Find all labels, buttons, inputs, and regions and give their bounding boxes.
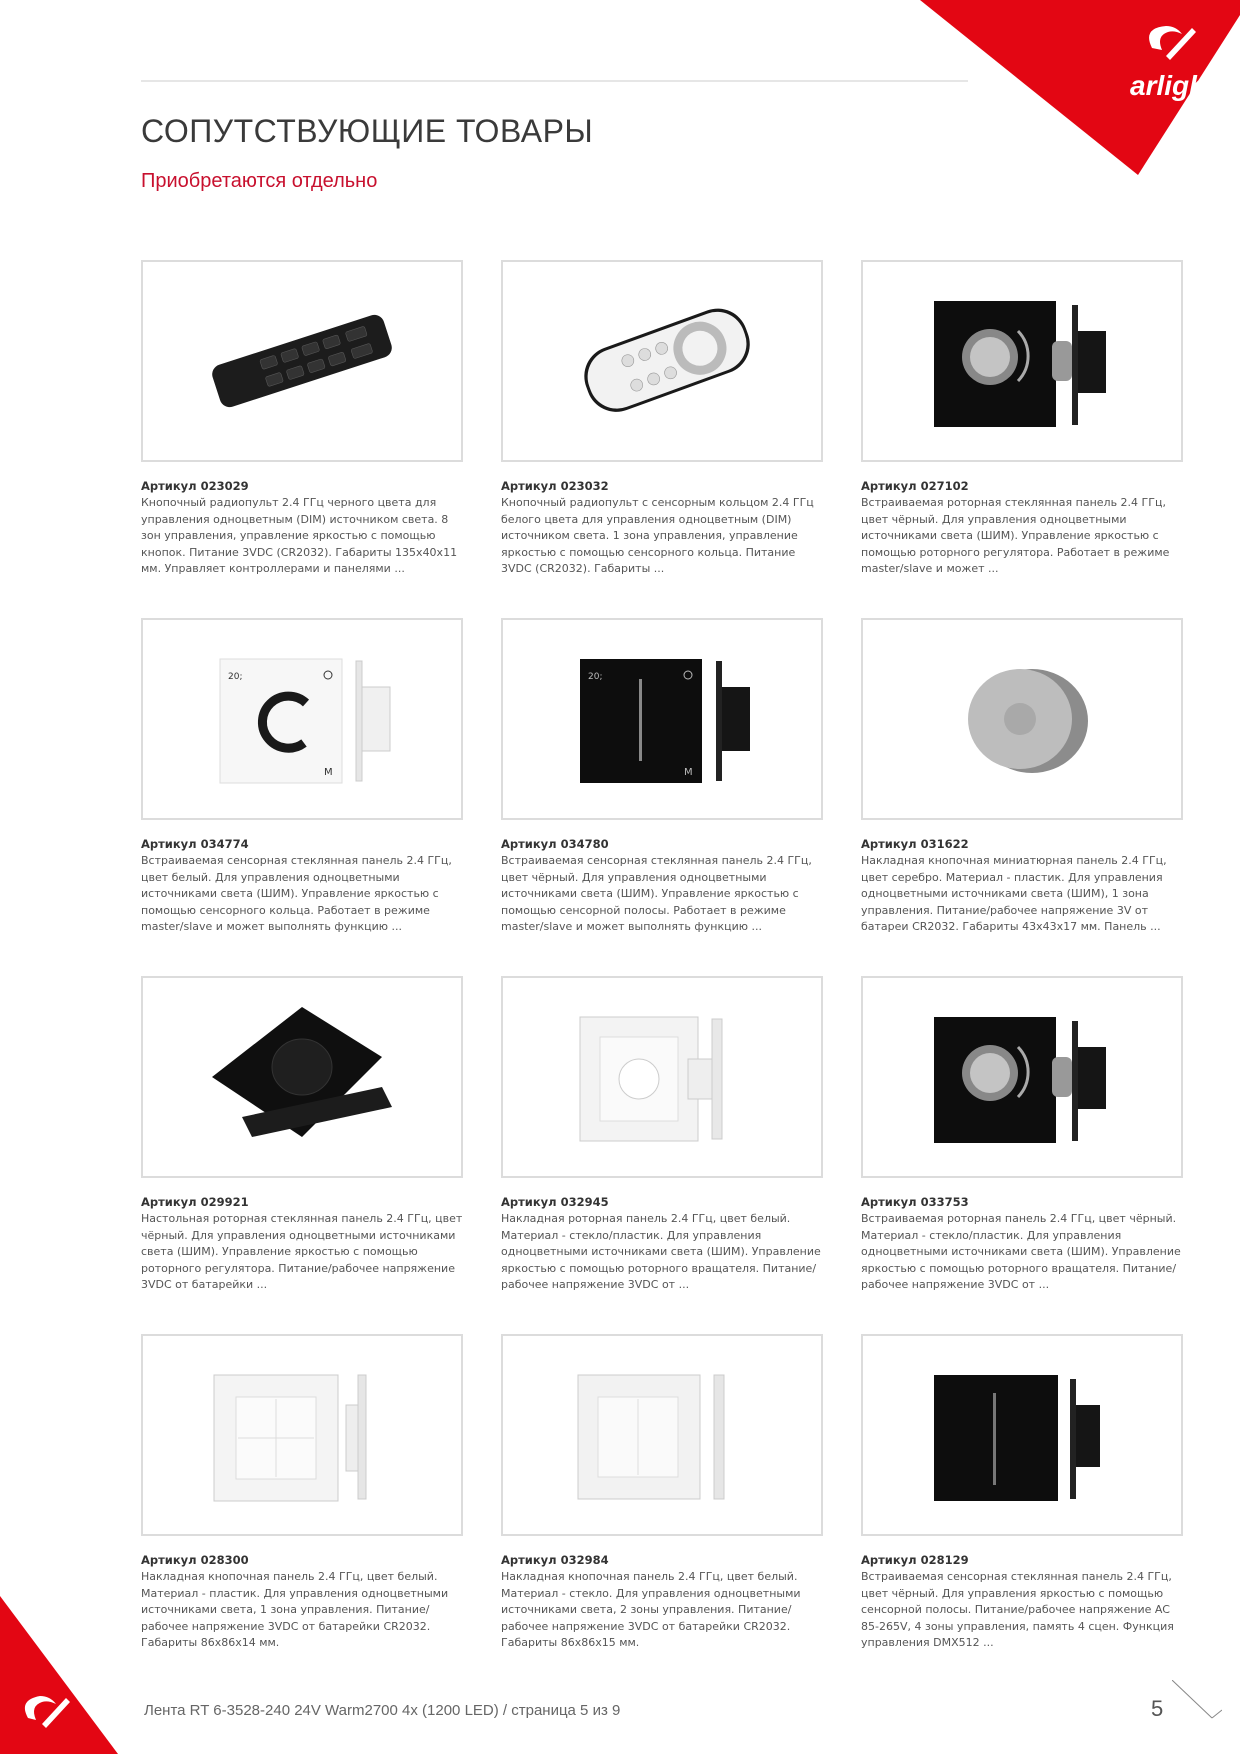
product-card[interactable]: [141, 618, 463, 936]
article-number: Артикул 032945: [501, 1195, 609, 1209]
article-number: Артикул 028129: [861, 1553, 969, 1567]
article-number: Артикул 034780: [501, 837, 609, 851]
page-subtitle: Приобретаются отдельно: [141, 170, 378, 192]
product-description: Встраиваемая сенсорная стеклянная панель 2.4 ГГц, цвет чёрный. Для управления яркостью с помощью сенсорной полосы. Питание/рабочее напряжение AC 85-265V, 4 зоны управления, память 4 сцен. Функция управления DMX512 ...: [861, 1570, 1174, 1649]
product-image: [861, 1334, 1183, 1536]
brand-corner: [920, 0, 1240, 175]
svg-text:20;: 20;: [228, 672, 243, 682]
mini-button-icon: [872, 629, 1172, 809]
product-card[interactable]: [501, 1334, 823, 1652]
product-description: Встраиваемая роторная панель 2.4 ГГц, цвет чёрный. Материал - стекло/пластик. Для управления одноцветными источниками света (ШИМ). Управление яркостью с помощью роторного вращателя. Питание/рабочее напряжение 3VDC от ...: [861, 1212, 1181, 1291]
product-card[interactable]: [141, 976, 463, 1294]
page-corner-lines: [1172, 1680, 1222, 1724]
article-number: Артикул 034774: [141, 837, 249, 851]
page-number: 5: [1151, 1696, 1164, 1721]
product-image: [501, 976, 823, 1178]
page-title: СОПУТСТВУЮЩИЕ ТОВАРЫ: [141, 113, 594, 149]
product-description: Накладная роторная панель 2.4 ГГц, цвет белый. Материал - стекло/пластик. Для управления одноцветными источниками света (ШИМ). Управление яркостью с помощью роторного вращателя. Питание/рабочее напряжение 3VDC от ...: [501, 1212, 821, 1291]
touch-panel-icon: [152, 629, 452, 809]
product-card[interactable]: [501, 260, 823, 578]
product-description: Накладная кнопочная панель 2.4 ГГц, цвет белый. Материал - пластик. Для управления одноцветными источниками света, 1 зона управления. Питание/рабочее напряжение 3VDC от батарейки CR2032. Габариты 86x86x14 мм.: [141, 1570, 449, 1649]
article-number: Артикул 031622: [861, 837, 969, 851]
product-image: [861, 260, 1183, 462]
brand-logo-text: arlight: [1130, 70, 1216, 101]
top-divider: [141, 80, 968, 82]
product-description: Накладная кнопочная миниатюрная панель 2.4 ГГц, цвет серебро. Материал - пластик. Для управления одноцветными источниками света (ШИМ), 1 зона управления. Питание/рабочее напряжение 3V от батареи CR2032. Габариты 43x43x17 мм. Панель ...: [861, 854, 1167, 933]
product-card[interactable]: [861, 976, 1183, 1294]
product-card[interactable]: [141, 260, 463, 578]
product-grid: [141, 260, 1181, 1652]
rotary-panel-icon: [512, 987, 812, 1167]
remote-icon: [152, 271, 452, 451]
product-image: [141, 976, 463, 1178]
article-number: Артикул 033753: [861, 1195, 969, 1209]
product-card[interactable]: [861, 1334, 1183, 1652]
article-number: Артикул 023029: [141, 479, 249, 493]
product-description: Кнопочный радиопульт 2.4 ГГц черного цвета для управления одноцветным (DIM) источником света. 8 зон управления, управление яркостью с помощью кнопок. Питание 3VDC (CR2032). Габариты 135x40x11 мм. Управляет контроллерами и панелями ...: [141, 496, 458, 575]
article-number: Артикул 023032: [501, 479, 609, 493]
product-description: Встраиваемая сенсорная стеклянная панель 2.4 ГГц, цвет белый. Для управления одноцветными источниками света (ШИМ). Управление яркостью с помощью сенсорного кольца. Работает в режиме master/slave и может выполнять функцию ...: [141, 854, 452, 933]
product-card[interactable]: [501, 976, 823, 1294]
product-card[interactable]: [501, 618, 823, 936]
button-panel-icon: [512, 1345, 812, 1525]
product-image: [501, 618, 823, 820]
button-panel-icon: [152, 1345, 452, 1525]
article-number: Артикул 032984: [501, 1553, 609, 1567]
product-description: Встраиваемая сенсорная стеклянная панель 2.4 ГГц, цвет чёрный. Для управления одноцветными источниками света (ШИМ). Управление яркостью с помощью сенсорной полосы. Работает в режиме master/slave и может выполнять функцию ...: [501, 854, 812, 933]
rotary-panel-icon: [152, 987, 452, 1167]
product-image: [501, 260, 823, 462]
article-number: Артикул 027102: [861, 479, 969, 493]
article-number: Артикул 028300: [141, 1553, 249, 1567]
product-description: Встраиваемая роторная стеклянная панель 2.4 ГГц, цвет чёрный. Для управления одноцветными источниками света (ШИМ). Управление яркостью с помощью роторного регулятора. Работает в режиме master/slave и может ...: [861, 496, 1170, 575]
rotary-panel-icon: [872, 987, 1172, 1167]
product-description: Настольная роторная стеклянная панель 2.4 ГГц, цвет чёрный. Для управления одноцветными источниками света (ШИМ). Управление яркостью с помощью роторного регулятора. Питание/рабочее напряжение 3VDC от батарейки ...: [141, 1212, 463, 1291]
product-image: [141, 618, 463, 820]
product-card[interactable]: [861, 260, 1183, 578]
article-number: Артикул 029921: [141, 1195, 249, 1209]
touch-panel-icon: [512, 629, 812, 809]
product-description: Кнопочный радиопульт с сенсорным кольцом 2.4 ГГц белого цвета для управления одноцветным (DIM) источником света. 1 зона управления, управление яркостью с помощью сенсорного кольца. Питание 3VDC (CR2032). Габариты ...: [501, 496, 814, 575]
product-image: [141, 1334, 463, 1536]
product-image: [141, 260, 463, 462]
product-image: [861, 976, 1183, 1178]
product-card[interactable]: [861, 618, 1183, 936]
svg-text:M: M: [324, 767, 333, 778]
product-card[interactable]: [141, 1334, 463, 1652]
svg-text:20;: 20;: [588, 672, 603, 682]
brand-corner-bottom: [0, 1596, 118, 1754]
touch-panel-icon: [872, 1345, 1172, 1525]
rotary-panel-icon: [872, 271, 1172, 451]
svg-text:M: M: [684, 767, 693, 778]
product-description: Накладная кнопочная панель 2.4 ГГц, цвет белый. Материал - стекло. Для управления одноцветными источниками света, 2 зоны управления. Питание/рабочее напряжение 3VDC от батарейки CR2032. Габариты 86x86x15 мм.: [501, 1570, 801, 1649]
product-image: [501, 1334, 823, 1536]
product-image: [861, 618, 1183, 820]
footer-text: Лента RT 6-3528-240 24V Warm2700 4x (1200 LED) / страница 5 из 9: [144, 1702, 621, 1719]
remote-icon: [512, 271, 812, 451]
